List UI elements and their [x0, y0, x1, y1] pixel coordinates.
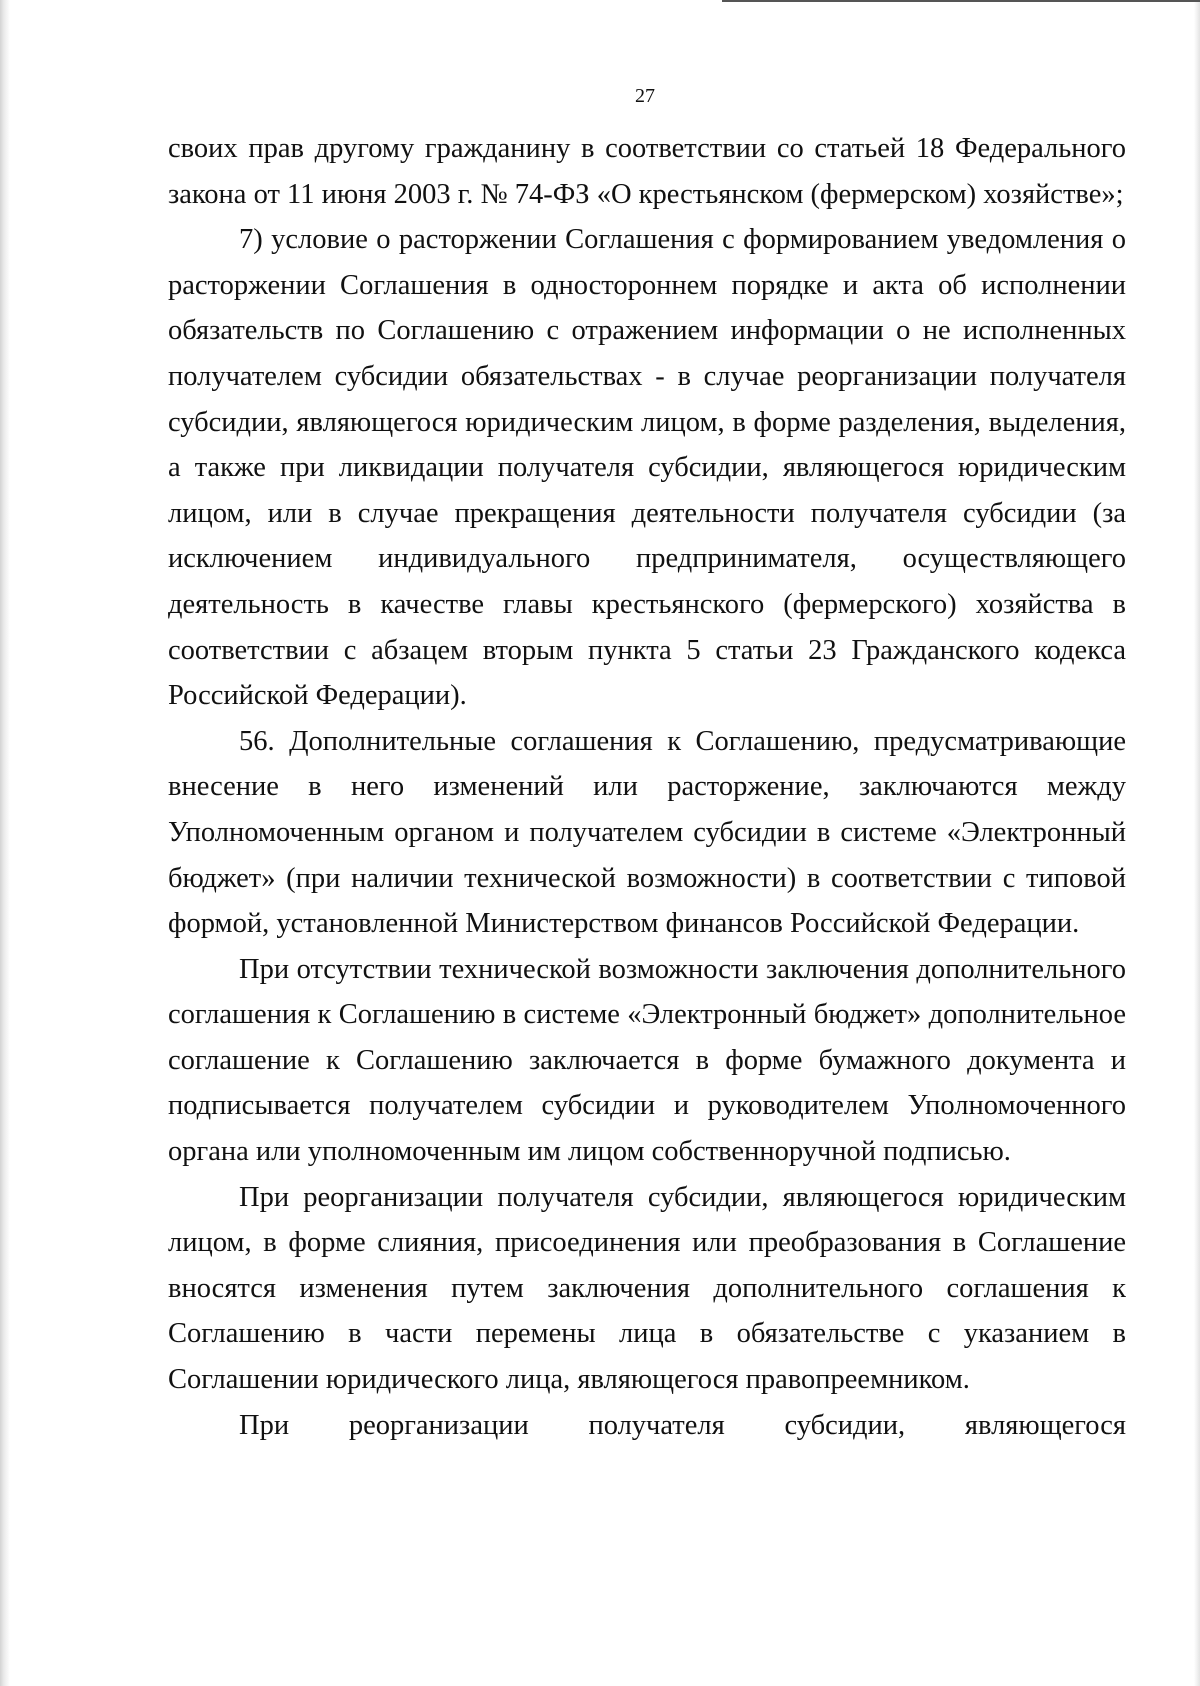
scan-edge-left	[0, 0, 10, 1686]
page-number: 27	[635, 85, 655, 107]
scan-top-line	[722, 0, 1200, 2]
paragraph-item-7: 7) условие о расторжении Соглашения с формированием уведомления о расторжении Соглашения в одностороннем порядке и акта об исполнении обязательств по Соглашению с отражением информации о не исполненных получателем субсидии обязательствах - в случае реорганизации получателя субсидии, являющегося юридическим лицом, в форме разделения, выделения, а также при ликвидации получателя субсидии, являющегося юридическим лицом, или в случае прекращения деятельности получателя субсидии (за исключением индивидуального предпринимателя, осуществляющего деятельность в качестве главы крестьянского (фермерского) хозяйства в соответствии с абзацем вторым пункта 5 статьи 23 Гражданского кодекса Российской Федерации).	[168, 224, 1126, 712]
paragraph-reorganization-merger: При реорганизации получателя субсидии, являющегося юридическим лицом, в форме слияния, присоединения или преобразования в Соглашение вносятся изменения путем заключения дополнительного соглашения к Соглашению в части перемены лица в обязательстве с указанием в Соглашении юридического лица, являющегося правопреемником.	[168, 1181, 1126, 1396]
paragraph-clause-56: 56. Дополнительные соглашения к Соглашению, предусматривающие внесение в него изменений или расторжение, заключаются между Уполномоченным органом и получателем субсидии в системе «Электронный бюджет» (при наличии технической возможности) в соответствии с типовой формой, установленной Министерством финансов Российской Федерации.	[168, 725, 1126, 940]
paragraph-reorganization-continued: При реорганизации получателя субсидии, являющегося	[239, 1409, 1126, 1441]
paragraph-continuation: своих прав другому гражданину в соответствии со статьей 18 Федерального закона от 11 июня 2003 г. № 74-ФЗ «О крестьянском (фермерском) хозяйстве»;	[168, 133, 1126, 210]
scan-edge-right	[1194, 0, 1200, 1686]
document-body	[168, 126, 1126, 1448]
paragraph-no-technical-possibility: При отсутствии технической возможности заключения дополнительного соглашения к Соглашению в системе «Электронный бюджет» дополнительное соглашение к Соглашению заключается в форме бумажного документа и подписывается получателем субсидии и руководителем Уполномоченного органа или уполномоченным им лицом собственноручной подписью.	[168, 953, 1126, 1168]
